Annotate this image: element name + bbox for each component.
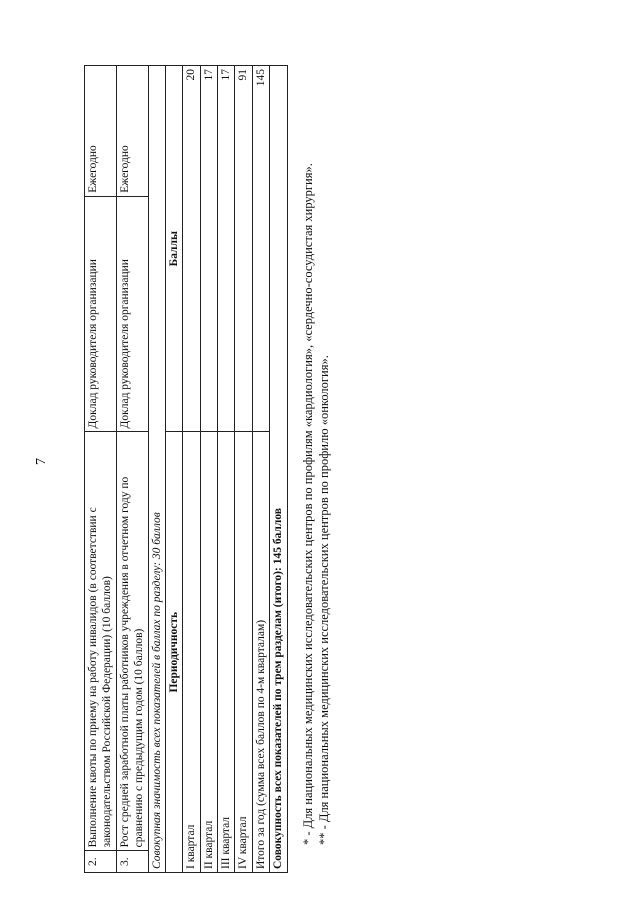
footnotes bbox=[300, 45, 333, 845]
indicators-table bbox=[84, 65, 288, 873]
quarter-label: III квартал bbox=[218, 432, 235, 873]
grand-total: Совокупность всех показателей по трем разделам (итого): 145 баллов bbox=[270, 66, 287, 873]
indicator-description: Выполнение квоты по приему на работу инвалидов (в соответствии с законодательством Российской Федерации) (10 баллов) bbox=[85, 432, 117, 851]
table-row bbox=[235, 66, 252, 873]
footnote-oncology: ** - Для национальных медицинских исследовательских центров по профилю «онкология». bbox=[317, 355, 332, 845]
year-total-points: 145 bbox=[252, 66, 269, 432]
quarter-points: 91 bbox=[235, 66, 252, 432]
table-row bbox=[116, 66, 148, 873]
points-header: Баллы bbox=[165, 66, 182, 432]
table-row bbox=[218, 66, 235, 873]
quarter-points: 20 bbox=[183, 66, 200, 432]
year-total-row bbox=[252, 66, 269, 873]
row-number: 3. bbox=[116, 851, 148, 873]
quarter-label: IV квартал bbox=[235, 432, 252, 873]
period-header: Периодичность bbox=[165, 432, 182, 873]
grand-total-row bbox=[270, 66, 287, 873]
indicator-description: Рост средней заработной платы работников учреждения в отчетном году по сравнению с предыдущим годом (10 баллов) bbox=[116, 432, 148, 851]
indicator-frequency: Ежегодно bbox=[116, 66, 148, 197]
footnote-cardiology: * - Для национальных медицинских исследовательских центров по профилям «кардиология», «сердечно-сосудистая хирургия». bbox=[301, 163, 315, 845]
table-row bbox=[183, 66, 200, 873]
indicator-source: Доклад руководителя организации bbox=[116, 196, 148, 432]
section-total-row bbox=[148, 66, 165, 873]
year-total-label: Итого за год (сумма всех баллов по 4-м кварталам) bbox=[252, 432, 269, 873]
indicator-frequency: Ежегодно bbox=[85, 66, 117, 197]
quarter-label: II квартал bbox=[200, 432, 217, 873]
table-row bbox=[200, 66, 217, 873]
page-number: 7 bbox=[34, 458, 49, 465]
row-number: 2. bbox=[85, 851, 117, 873]
section-total: Совокупная значимость всех показателей в баллах по разделу: 30 баллов bbox=[148, 66, 165, 873]
period-header-row bbox=[165, 66, 182, 873]
quarter-points: 17 bbox=[200, 66, 217, 432]
quarter-label: I квартал bbox=[183, 432, 200, 873]
quarter-points: 17 bbox=[218, 66, 235, 432]
indicator-source: Доклад руководителя организации bbox=[85, 196, 117, 432]
table-row bbox=[85, 66, 117, 873]
